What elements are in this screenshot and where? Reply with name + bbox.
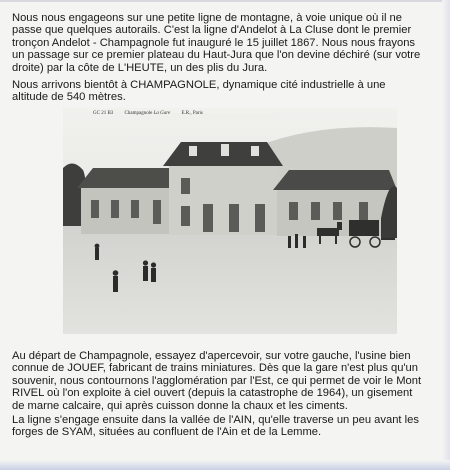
page-edge-bottom: [0, 460, 450, 470]
text-line: La ligne s'engage ensuite dans la vallée de l'AIN, qu'elle traverse un peu avant les: [12, 414, 419, 426]
station-illustration: [63, 108, 397, 334]
page-edge-top: [0, 0, 450, 2]
text-line: droite) par la côte de L'HEUTE, un des plis du Jura.: [12, 61, 268, 74]
page-edge-right: [442, 0, 450, 470]
text-line: altitude de 540 mètres.: [12, 91, 126, 104]
departure-paragraph: [12, 350, 440, 412]
text-line: souvenir, nous contournons l'agglomération par l'Est, ce qui permet de voir le Mont: [12, 374, 422, 387]
text-line: connue de JOUEF, fabricant de trains miniatures. Dès que la gare n'est plus qu'un: [12, 362, 419, 375]
photo-caption: [93, 111, 203, 116]
caption-sub: La Gare: [153, 111, 171, 116]
text-line: forges de SYAM, situées au confluent de l'Ain et de la Lemme.: [12, 426, 322, 439]
intro-paragraph: [12, 12, 440, 74]
valley-paragraph: [12, 414, 440, 439]
text-line: Nous nous engageons sur une petite ligne de montagne, à voie unique où il ne: [12, 12, 402, 24]
text-line: de marne calcaire, qui après cuisson donne la chaux et les ciments.: [12, 399, 348, 412]
caption-title: Champagnole: [124, 111, 153, 116]
caption-ref: GC 21 B3: [93, 111, 114, 116]
right-roof: [273, 170, 397, 190]
left-roof: [77, 168, 177, 188]
arrival-paragraph: [12, 79, 440, 104]
text-line: passe que quelques autorails. C'est la ligne d'Andelot à La Cluse dont le premier: [12, 24, 412, 37]
text-line: Au départ de Champagnole, essayez d'apercevoir, sur votre gauche, l'usine bien: [12, 350, 411, 362]
text-line: RIVEL où l'on exploite à ciel ouvert (depuis la catastrophe de 1964), un gisement: [12, 387, 413, 400]
text-line: Nous arrivons bientôt à CHAMPAGNOLE, dynamique cité industrielle à une: [12, 79, 386, 91]
text-line: un passage sur ce premier plateau du Haut-Jura que l'on devine déchiré (sur votre: [12, 49, 421, 62]
text-line: tronçon Andelot - Champagnole fut inauguré le 15 juillet 1867. Nous nous frayons: [12, 36, 416, 49]
caption-publisher: E.R., Paris: [181, 111, 203, 116]
station-photo: [63, 108, 397, 334]
